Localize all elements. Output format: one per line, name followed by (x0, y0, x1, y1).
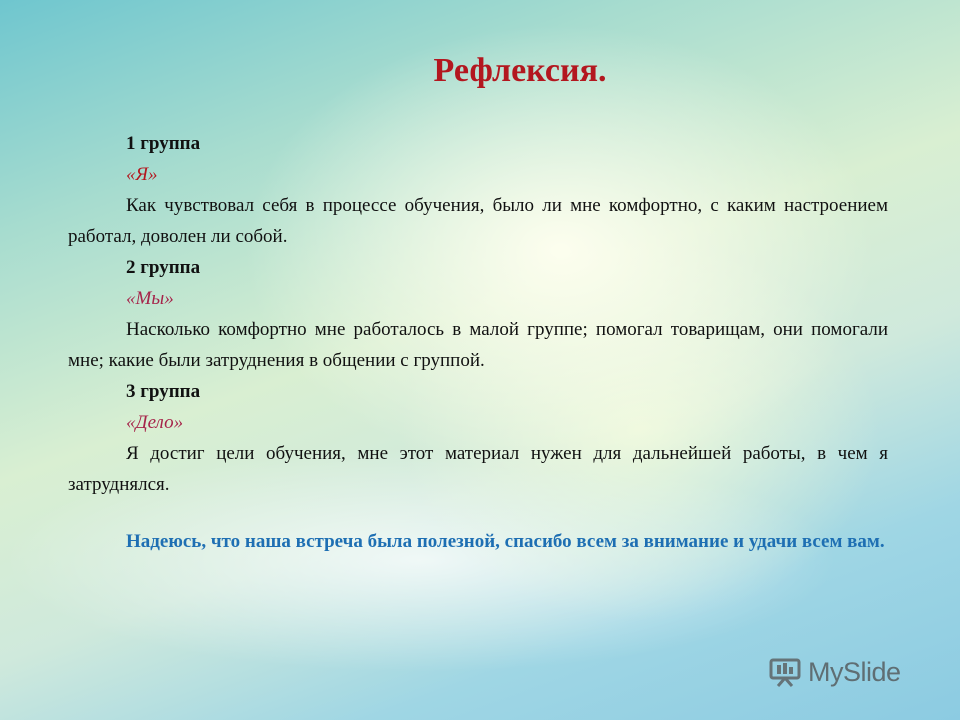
group-3-text: Я достиг цели обучения, мне этот материал нужен для дальнейшей работы, в чем я затруднялся. (68, 443, 888, 495)
closing-message: Надеюсь, что наша встреча была полезной, спасибо всем за внимание и удачи всем вам. (126, 531, 885, 552)
slide-title: Рефлексия. (433, 52, 607, 89)
group-1-label: «Я» (126, 164, 158, 185)
group-2-text: Насколько комфортно мне работалось в малой группе; помогал товарищам, они помогали мне; какие были затруднения в общении с группой. (68, 319, 888, 371)
spacer (68, 500, 888, 526)
group-3-heading: 3 группа (126, 381, 201, 402)
myslide-watermark (768, 652, 901, 692)
myslide-logo-icon (768, 656, 802, 688)
group-2-label: «Мы» (126, 288, 174, 309)
group-3-label: «Дело» (126, 412, 184, 433)
group-1-heading: 1 группа (126, 133, 201, 154)
group-2-heading: 2 группа (126, 257, 201, 278)
myslide-brand-text: MySlide (808, 656, 901, 687)
slide-content (68, 128, 888, 557)
group-1-text: Как чувствовал себя в процессе обучения, было ли мне комфортно, с каким настроением работал, доволен ли собой. (68, 195, 888, 247)
